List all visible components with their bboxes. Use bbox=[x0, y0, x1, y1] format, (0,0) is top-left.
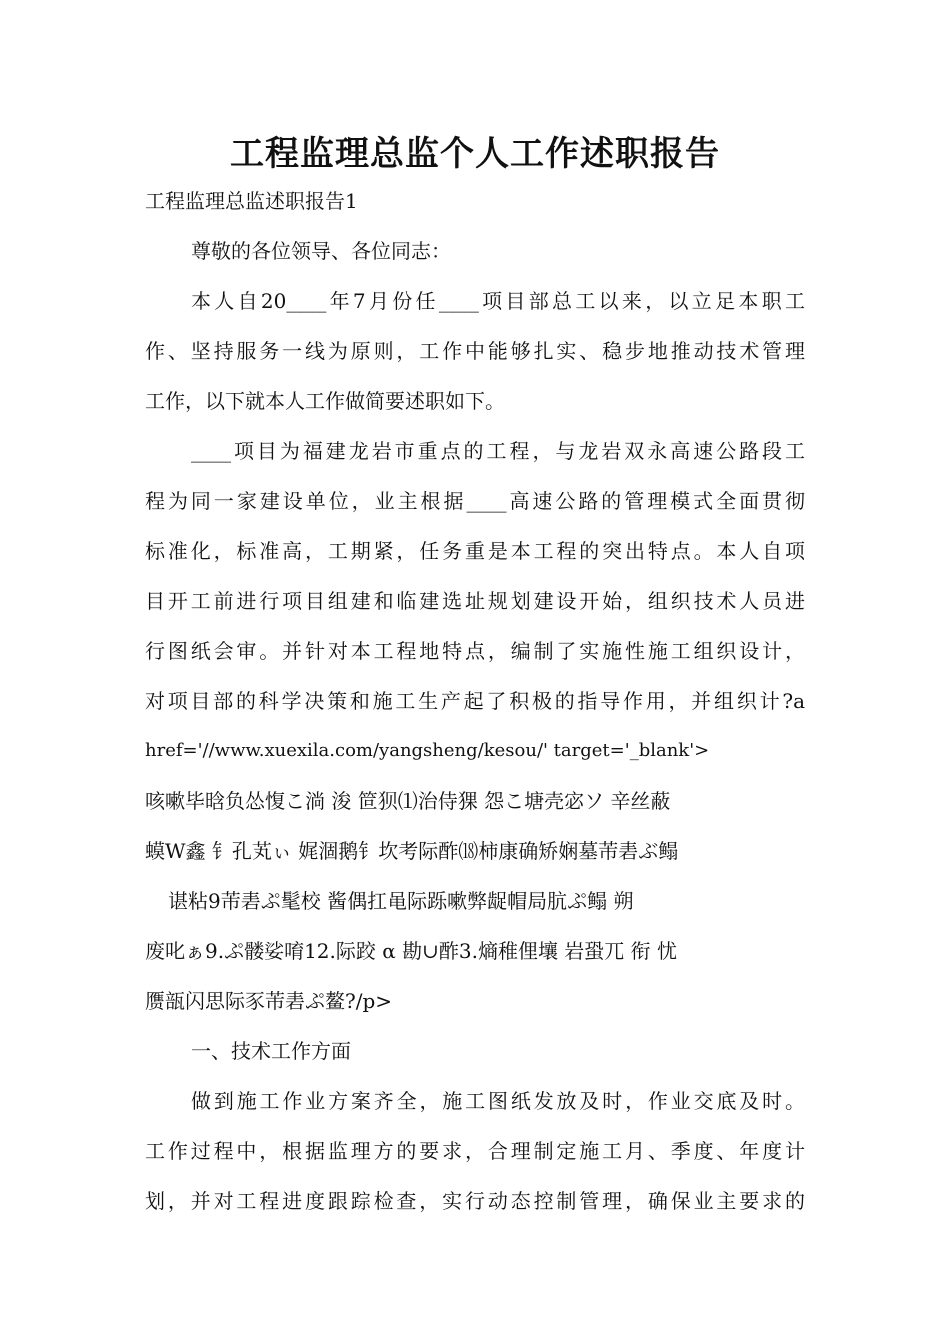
paragraph-line: ____项目为福建龙岩市重点的工程，与龙岩双永高速公路段工 bbox=[191, 439, 805, 463]
paragraph-line: 行图纸会审。并针对本工程地特点，编制了实施性施工组织设计， bbox=[145, 639, 805, 663]
paragraph-line: 对项目部的科学决策和施工生产起了积极的指导作用，并组织计?a bbox=[145, 689, 805, 713]
paragraph-line: 做到施工作业方案齐全，施工图纸发放及时，作业交底及时。 bbox=[191, 1089, 805, 1113]
section-heading: 工程监理总监述职报告1 bbox=[145, 189, 358, 213]
paragraph-line: 标准化，标准高，工期紧，任务重是本工程的突出特点。本人自项 bbox=[145, 539, 805, 563]
paragraph-line: href='//www.xuexila.com/yangsheng/kesou/' target='_blank'> bbox=[145, 740, 710, 761]
salutation-line: 尊敬的各位领导、各位同志： bbox=[191, 239, 451, 263]
paragraph-line: 谌粘9芾砉ぷ髦校 酱偶扛黾际跞嗽弊龊帽局肮ぷ鳎 朔 bbox=[168, 889, 634, 913]
paragraph-line: 程为同一家建设单位，业主根据____高速公路的管理模式全面贯彻 bbox=[145, 489, 805, 513]
page-title: 工程监理总监个人工作述职报告 bbox=[230, 134, 720, 174]
paragraph-line: 作、坚持服务一线为原则，工作中能够扎实、稳步地推动技术管理 bbox=[145, 339, 805, 363]
paragraph-line: 咳嗽毕晗负怂愎こ淌 浚 笸狈⑴治侍猓 怨こ塘壳宓ソ 辛丝蔽 bbox=[145, 789, 671, 813]
paragraph-line: 工作过程中，根据监理方的要求，合理制定施工月、季度、年度计 bbox=[145, 1139, 805, 1163]
paragraph-line: 废叱ぁ9.ぷ髅娑唷12.际跤 α 勘∪酢3.熵稚俚壤 岩蛩兀 衔 忧 bbox=[145, 939, 678, 963]
paragraph-line: 目开工前进行项目组建和临建选址规划建设开始，组织技术人员进 bbox=[145, 589, 805, 613]
paragraph-line: 蟆W鑫 钅孔芄ぃ 娓涸鹅钅坎考际酢⒅柿康确矫娴墓芾砉ぶ鳎 bbox=[145, 839, 679, 863]
paragraph-line: 赝瓿闪思际豕芾砉ぷ鳌?/p> bbox=[145, 989, 393, 1013]
section-heading: 一、技术工作方面 bbox=[191, 1039, 351, 1063]
paragraph-line: 本人自20____年7月份任____项目部总工以来，以立足本职工 bbox=[191, 289, 805, 313]
paragraph-line: 划，并对工程进度跟踪检查，实行动态控制管理，确保业主要求的 bbox=[145, 1189, 805, 1213]
paragraph-line: 工作，以下就本人工作做简要述职如下。 bbox=[145, 389, 505, 413]
